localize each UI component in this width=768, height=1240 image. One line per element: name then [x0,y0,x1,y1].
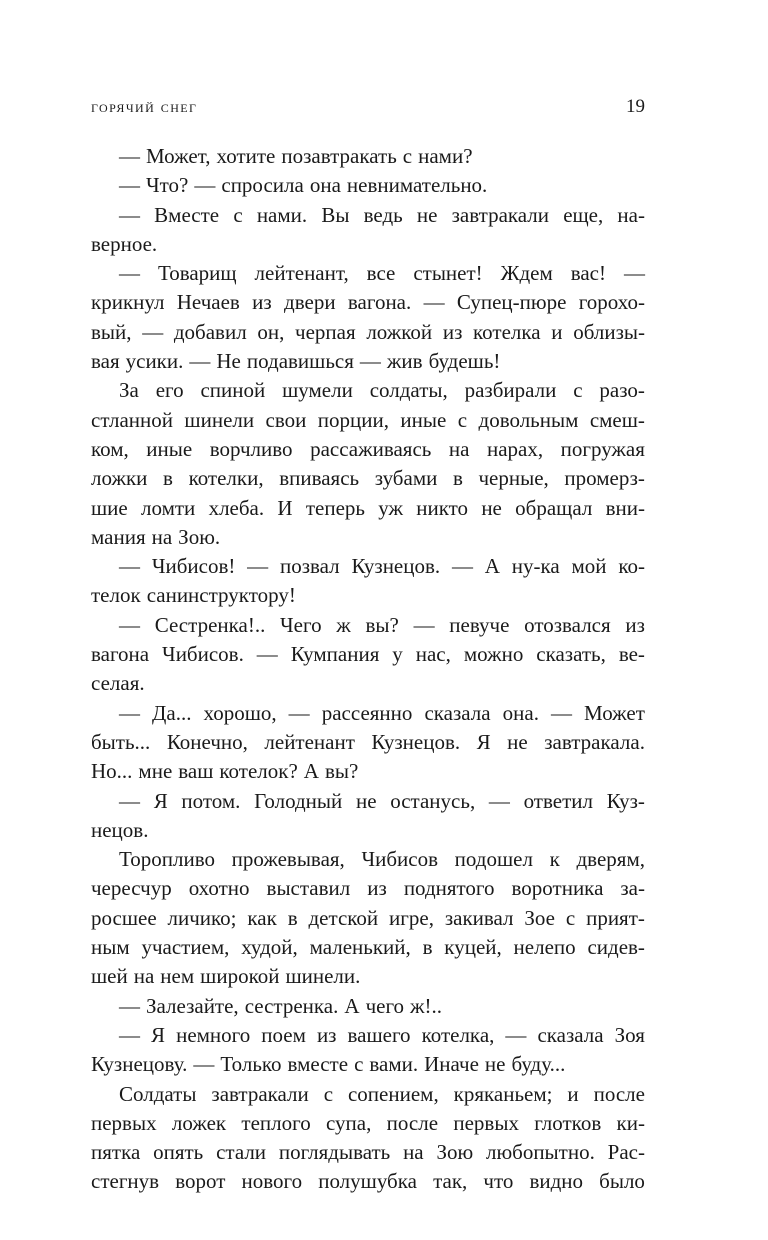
word: жив [386,349,423,374]
text-line [91,933,645,962]
word: Солдаты [119,1081,197,1106]
word: Вы [321,202,350,227]
word: поглядывать [278,1140,391,1165]
word: после [593,1081,645,1106]
word: нем [160,964,195,989]
word: невнимательно. [346,173,488,198]
word: ваш [178,759,214,784]
word: хотите [216,144,276,168]
word: не [484,1052,506,1077]
word: и [551,319,563,344]
word: быть... [91,729,151,754]
word: маленький, [309,935,411,960]
word: — [119,173,140,198]
word: чего [365,993,405,1018]
word: Голодный [254,788,343,813]
word: было [599,1169,645,1194]
word: участием, [141,935,230,960]
word: сказала [424,700,491,725]
word: завтракала. [544,729,645,754]
word: солдаты, [369,378,448,403]
word: немного [176,1022,251,1047]
word: разбирали [464,378,557,403]
word: добавил [173,319,247,344]
word: Рас- [607,1140,645,1165]
word: санинструктору! [146,583,296,608]
word: на [403,1140,424,1165]
word: нас, [415,642,451,667]
text-line [91,142,645,171]
word: вашего [347,1022,411,1047]
word: лейтенант [264,729,355,754]
word: Куз- [606,788,645,813]
word: завтракали [211,1081,309,1106]
word: потом. [181,788,241,813]
word: Кузнецов. [351,554,441,579]
word: зубами [374,466,438,491]
word: закивал [444,905,514,930]
word: верное. [91,231,158,256]
word: крикнул [91,290,165,315]
word: из [442,319,463,344]
word: поем [261,1022,306,1047]
text-line [91,787,645,816]
word: сказала [537,1022,604,1047]
word: впиваясь [279,466,360,491]
word: Чего [280,612,322,637]
word: Кузнецову. [91,1052,188,1077]
word: шие [91,495,128,520]
text-line [91,640,645,669]
word: довольным [478,407,579,432]
word: вы? [324,759,359,784]
text-line [91,728,645,757]
word: Зое [524,905,555,930]
word: Чибисов [361,847,439,872]
text-line [91,376,645,405]
word: — [423,290,445,315]
word: чересчур [91,876,172,901]
text-line [91,757,645,786]
text-line [91,435,645,464]
word: глотков [534,1110,602,1135]
word: певуче [449,612,510,637]
word: Чибисов. [162,642,244,667]
word: рассеянно [321,700,413,725]
word: — [119,612,140,637]
word: черпая [295,319,356,344]
text-line [91,1080,645,1109]
word: А [303,759,319,784]
text-line [91,288,645,317]
text-line [91,259,645,288]
word: — [359,349,381,374]
word: нелепо [513,935,576,960]
word: куцей, [444,935,502,960]
word: личико; [167,905,237,930]
word: котелка [473,319,541,344]
word: — [119,1022,140,1047]
word: И [277,495,293,520]
word: — [119,788,140,813]
word: — [119,261,140,286]
word: двери [284,290,336,315]
word: — [623,261,645,286]
word: шинели. [285,964,361,989]
word: рассаживаясь [310,436,432,461]
word: первых [91,1110,157,1135]
word: Супец-пюре [456,290,567,315]
text-line [91,699,645,728]
word: Залезайте, [146,993,239,1018]
word: поднятого [403,876,495,901]
word: отозвался [524,612,611,637]
word: все [366,261,396,286]
word: стланной [91,407,173,432]
word: любопытно. [485,1140,595,1165]
text-line [91,464,645,493]
word: завтракали [451,202,550,227]
text-line [91,171,645,200]
word: ж!.. [410,993,443,1018]
text-line [91,347,645,376]
word: Торопливо [119,847,215,872]
word: выставил [266,876,351,901]
word: из [367,876,387,901]
word: у [392,642,403,667]
word: так, [433,1169,468,1194]
word: не [355,788,377,813]
word: первых [453,1110,519,1135]
word: спиной [200,378,266,403]
word: Чибисов! [151,554,236,579]
word: — [488,788,510,813]
word: пятка [91,1140,141,1165]
text-line [91,1138,645,1167]
word: Зою [436,1140,474,1165]
word: ж [336,612,351,637]
word: За [119,378,139,403]
word: Только [220,1052,282,1077]
word: стали [216,1140,267,1165]
word: стегнув [91,1169,160,1194]
word: его [155,378,184,403]
word: вместе [287,1052,349,1077]
word: полушубка [318,1169,417,1194]
word: нарах, [486,436,544,461]
word: из [625,612,645,637]
word: не [416,202,438,227]
word: Может [584,700,645,725]
word: вас! [570,261,606,286]
running-title: горячий снег [91,97,198,116]
word: ложек [171,1110,227,1135]
word: вы? [365,612,399,637]
word: и [567,1081,579,1106]
word: с [457,407,468,432]
word: селая. [91,671,145,696]
word: останусь, [390,788,476,813]
word: сказать, [536,642,606,667]
word: опять [153,1140,204,1165]
word: детской [308,905,379,930]
word: ложки [91,466,148,491]
word: в [452,466,463,491]
word: вая [91,349,120,374]
text-line [91,1109,645,1138]
word: с [402,144,413,168]
word: широкой [200,964,280,989]
word: иные [146,436,193,461]
word: что [483,1169,514,1194]
word: подавишься [246,349,354,374]
word: разо- [599,378,645,403]
text-line [91,1021,645,1050]
word: сопением, [347,1081,439,1106]
word: — [413,612,435,637]
word: Я [476,729,491,754]
text-line [91,904,645,933]
text-line [91,201,645,230]
word: мания [91,524,146,549]
body-text [91,142,645,1197]
word: Иначе [424,1052,479,1077]
word: воротника [511,876,604,901]
word: — [247,554,269,579]
word: — [142,319,164,344]
word: А [484,554,500,579]
text-line [91,552,645,581]
word: на [133,964,155,989]
word: вни- [605,495,645,520]
word: буду... [511,1052,566,1077]
word: — [119,700,140,725]
word: Зою. [178,524,221,549]
text-line [91,1167,645,1196]
word: мне [138,759,173,784]
word: нового [241,1169,303,1194]
word: облизы- [573,319,645,344]
word: — [551,700,572,725]
word: горохо- [578,290,645,315]
text-line [91,318,645,347]
word: погружая [560,436,645,461]
word: смеш- [589,407,645,432]
word: Кузнецов. [371,729,461,754]
word: она. [502,700,539,725]
text-line [91,523,645,552]
word: — [119,993,140,1018]
word: Но... [91,759,133,784]
word: вагона [91,642,150,667]
word: вагона. [347,290,412,315]
word: А [344,993,360,1018]
word: будешь! [428,349,501,374]
text-line [91,611,645,640]
word: росшее [91,905,157,930]
word: Да... [152,700,192,725]
word: уж [378,495,403,520]
word: позвал [279,554,340,579]
word: в [287,905,298,930]
word: Я [151,1022,166,1047]
word: Ждем [500,261,553,286]
word: из [252,290,272,315]
word: хорошо, [203,700,277,725]
word: мой [571,554,607,579]
page-header [91,93,645,121]
word: Товарищ [157,261,237,286]
word: — [256,642,278,667]
word: теперь [305,495,365,520]
word: Кумпания [290,642,380,667]
word: вами. [369,1052,419,1077]
word: спросила [221,173,304,198]
word: Сестренка!.. [154,612,266,637]
word: на [151,524,173,549]
word: иные [400,407,447,432]
word: с [565,905,576,930]
word: подошел [454,847,533,872]
word: ломти [141,495,196,520]
word: стынет! [413,261,483,286]
word: ложкой [366,319,433,344]
word: еще, [563,202,604,227]
word: за- [620,876,645,901]
word: охотно [188,876,250,901]
word: котелка, [421,1022,495,1047]
word: черные, [478,466,549,491]
word: кряканьем; [453,1081,553,1106]
word: она [309,173,341,198]
text-line [91,669,645,698]
word: Не [216,349,241,374]
word: с [323,1081,334,1106]
word: Я [153,788,168,813]
word: ным [91,935,130,960]
word: с [573,378,583,403]
word: усики. [125,349,184,374]
word: ве- [618,642,645,667]
word: ну-ка [511,554,560,579]
word: Что? [146,173,189,198]
word: ко- [618,554,645,579]
text-line [91,845,645,874]
word: теплого [241,1110,311,1135]
word: телок [91,583,141,608]
word: шинели [184,407,255,432]
word: обращал [515,495,593,520]
word: ведь [363,202,403,227]
word: — [505,1022,527,1047]
text-line [91,962,645,991]
text-line [91,874,645,903]
word: на- [617,202,645,227]
word: шей [91,964,128,989]
word: с [354,1052,364,1077]
word: дверям, [576,847,645,872]
word: Вместе [154,202,220,227]
word: ком, [91,436,129,461]
word: игре, [389,905,434,930]
word: сестренка. [244,993,339,1018]
word: Может, [146,144,211,168]
word: Конечно, [166,729,248,754]
word: — [288,700,310,725]
word: нами. [256,202,308,227]
word: с [233,202,243,227]
word: — [189,349,211,374]
text-line [91,1050,645,1079]
word: ответил [523,788,593,813]
word: нами? [418,144,473,168]
word: никто [416,495,469,520]
word: — [194,173,216,198]
word: можно [463,642,524,667]
word: Зоя [614,1022,645,1047]
page-number: 19 [626,96,645,117]
text-line [91,581,645,610]
word: позавтракать [281,144,397,168]
word: лейтенант, [254,261,349,286]
word: после [386,1110,439,1135]
word: ки- [616,1110,645,1135]
word: нецов. [91,817,149,842]
word: — [119,144,140,168]
word: супа, [326,1110,372,1135]
word: не [507,729,528,754]
word: на [448,436,470,461]
word: из [316,1022,337,1047]
word: вый, [91,319,132,344]
word: — [119,202,140,227]
word: сидев- [587,935,645,960]
word: котелки, [188,466,264,491]
word: свои [265,407,307,432]
word: котелок? [219,759,298,784]
word: он, [257,319,285,344]
word: не [481,495,502,520]
text-line [91,494,645,523]
text-line [91,992,645,1021]
text-line [91,230,645,259]
word: хлеба. [208,495,265,520]
word: — [119,554,140,579]
word: к [549,847,560,872]
word: шумели [282,378,353,403]
word: видно [529,1169,584,1194]
word: прожевывая, [231,847,345,872]
text-line [91,406,645,435]
word: — [451,554,473,579]
word: худой, [241,935,298,960]
word: промерз- [564,466,645,491]
word: как [247,905,277,930]
word: порции, [317,407,389,432]
word: Нечаев [176,290,240,315]
text-line [91,816,645,845]
word: ворчливо [209,436,293,461]
word: прият- [586,905,645,930]
word: в [163,466,173,491]
word: ворот [175,1169,226,1194]
word: в [422,935,433,960]
word: — [193,1052,215,1077]
